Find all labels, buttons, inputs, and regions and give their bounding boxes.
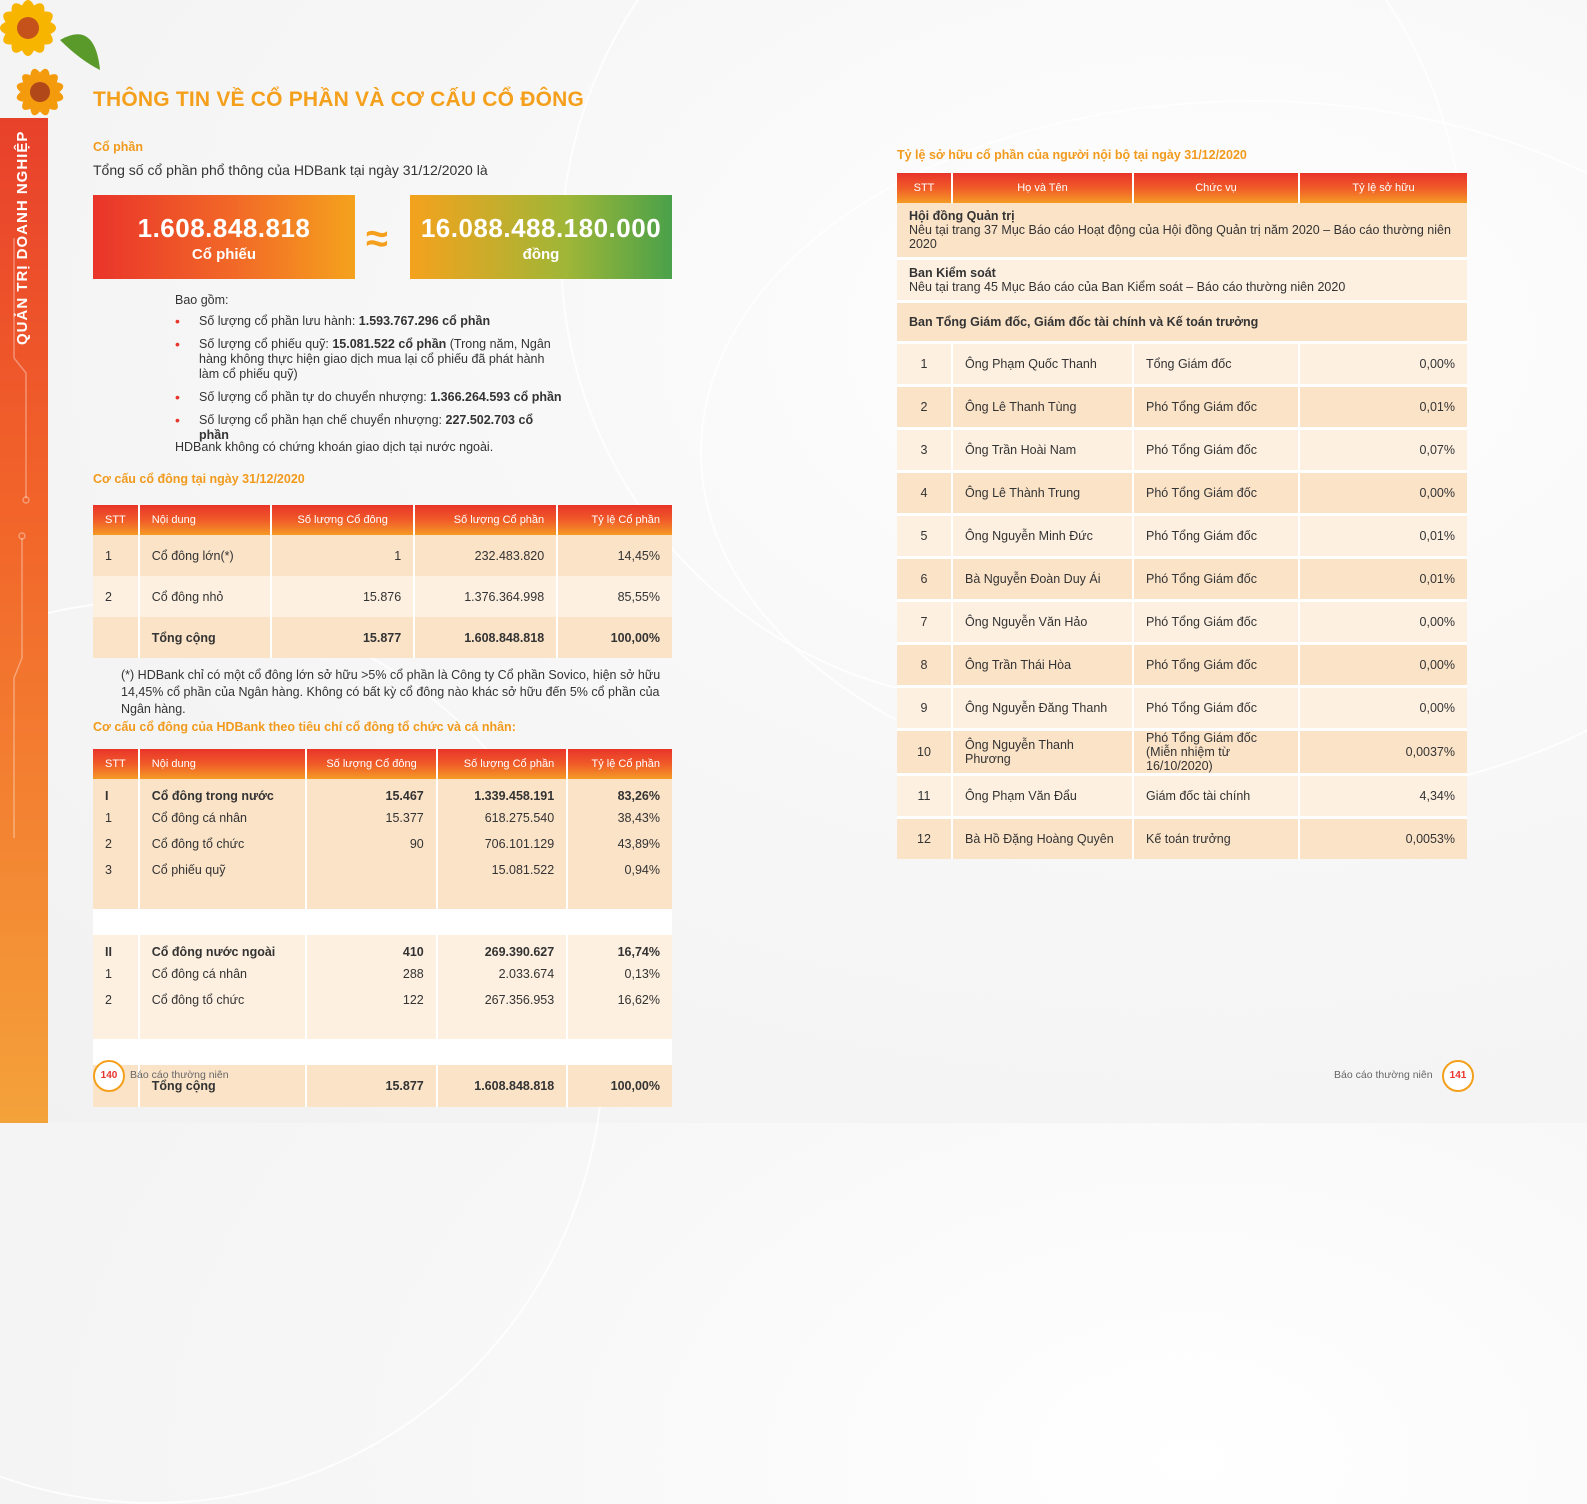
list-item: • Số lượng cổ phiếu quỹ: 15.081.522 cổ phần (Trong năm, Ngân hàng không thực hiện giao dịch mua lại cổ phiếu đã phát hành làm cổ phiếu quỹ) (175, 337, 565, 382)
shares-heading: Cổ phần (93, 140, 143, 154)
list-item: • Số lượng cổ phần lưu hành: 1.593.767.296 cổ phần (175, 314, 565, 329)
total-row: Tổng cộng 15.877 1.608.848.818 100,00% (93, 1065, 672, 1107)
table-row: 3 Ông Trần Hoài Nam Phó Tổng Giám đốc 0,07% (897, 430, 1467, 470)
total-value-value: 16.088.488.180.000 (420, 213, 662, 243)
col-ratio: Tỷ lệ sở hữu (1299, 173, 1467, 203)
col-shares: Số lượng Cổ phần (437, 749, 567, 779)
table-row: 2 Cổ đông tổ chức 90 706.101.129 43,89% (93, 831, 672, 857)
page-number-right: 141 (1442, 1060, 1474, 1092)
total-shares-value: 1.608.848.818 (137, 213, 311, 243)
insider-ownership-table (897, 173, 1467, 859)
group-row-domestic: I Cổ đông trong nước 15.467 1.339.458.191 83,26% (93, 779, 672, 805)
foreign-note: HDBank không có chứng khoán giao dịch tại nước ngoài. (175, 440, 494, 454)
col-position: Chức vụ (1133, 173, 1299, 203)
col-stt: STT (897, 173, 952, 203)
include-label: Bao gồm: (175, 293, 229, 307)
footer-label-left: Báo cáo thường niên (130, 1069, 229, 1081)
table-row: 4 Ông Lê Thành Trung Phó Tổng Giám đốc 0,00% (897, 473, 1467, 513)
side-section-title: QUẢN TRỊ DOANH NGHIỆP (14, 130, 31, 345)
table-row: 1 Cổ đông cá nhân 15.377 618.275.540 38,43% (93, 805, 672, 831)
col-holders: Số lượng Cổ đông (306, 749, 436, 779)
col-stt: STT (93, 749, 139, 779)
table-row: 10 Ông Nguyễn Thanh Phương Phó Tổng Giám đốc (Miễn nhiệm từ 16/10/2020) 0,0037% (897, 731, 1467, 773)
approx-symbol: ≈ (366, 217, 388, 261)
table-row: 1 Ông Phạm Quốc Thanh Tổng Giám đốc 0,00% (897, 344, 1467, 384)
total-row: Tổng cộng 15.877 1.608.848.818 100,00% (93, 617, 672, 658)
footer-label-right: Báo cáo thường niên (1334, 1069, 1433, 1081)
table-row: 7 Ông Nguyễn Văn Hảo Phó Tổng Giám đốc 0,00% (897, 602, 1467, 642)
table-row: 1 Cổ đông lớn(*) 1 232.483.820 14,45% (93, 535, 672, 576)
table-row: 11 Ông Phạm Văn Đẩu Giám đốc tài chính 4,34% (897, 776, 1467, 816)
sunflower-decoration-icon (0, 0, 105, 130)
table-row: 1 Cổ đông cá nhân 288 2.033.674 0,13% (93, 961, 672, 987)
col-ratio: Tỷ lệ Cổ phần (557, 505, 672, 535)
total-shares-box (93, 195, 355, 279)
table-row: 2 Ông Lê Thanh Tùng Phó Tổng Giám đốc 0,01% (897, 387, 1467, 427)
table-row: 5 Ông Nguyễn Minh Đức Phó Tổng Giám đốc 0,01% (897, 516, 1467, 556)
table-row: 6 Bà Nguyễn Đoàn Duy Ái Phó Tổng Giám đốc 0,01% (897, 559, 1467, 599)
shares-breakdown-list (175, 314, 565, 451)
total-value-box (410, 195, 672, 279)
page-number-left: 140 (93, 1060, 125, 1092)
table-row: 12 Bà Hồ Đặng Hoàng Quyên Kế toán trưởng 0,0053% (897, 819, 1467, 859)
col-shares: Số lượng Cổ phần (414, 505, 557, 535)
table-row: 2 Cổ đông nhỏ 15.876 1.376.364.998 85,55% (93, 576, 672, 617)
table-row: 9 Ông Nguyễn Đăng Thanh Phó Tổng Giám đốc 0,00% (897, 688, 1467, 728)
col-name: Họ và Tên (952, 173, 1133, 203)
shareholder-structure-table (93, 505, 672, 658)
supervisory-section: Ban Kiểm soát Nêu tại trang 45 Mục Báo cáo của Ban Kiểm soát – Báo cáo thường niên 2020 (897, 260, 1467, 300)
table-row: 3 Cổ phiếu quỹ 15.081.522 0,94% (93, 857, 672, 883)
shareholder-type-table (93, 749, 672, 1107)
col-holders: Số lượng Cổ đông (271, 505, 414, 535)
list-item: • Số lượng cổ phần hạn chế chuyển nhượng: 227.502.703 cổ phần (175, 413, 565, 443)
total-value-unit: đồng (522, 246, 560, 263)
col-content: Nội dung (139, 749, 307, 779)
page-title: THÔNG TIN VỀ CỔ PHẦN VÀ CƠ CẤU CỔ ĐÔNG (93, 88, 585, 111)
structure-footnote: (*) HDBank chỉ có một cổ đông lớn sở hữu >5% cổ phần là Công ty Cổ phần Sovico, hiện sở hữu 14,45% cổ phần của Ngân hàng. Không có bất kỳ cổ đông nào khác sở hữu đến 5% cổ phần của Ngân hàng. (121, 668, 661, 716)
shares-intro: Tổng số cổ phần phổ thông của HDBank tại ngày 31/12/2020 là (93, 162, 488, 178)
col-ratio: Tỷ lệ Cổ phần (567, 749, 672, 779)
board-section: Hội đồng Quản trị Nêu tại trang 37 Mục Báo cáo Hoạt động của Hội đồng Quản trị năm 2020 – Báo cáo thường niên 2020 (897, 203, 1467, 257)
table-row: 8 Ông Trần Thái Hòa Phó Tổng Giám đốc 0,00% (897, 645, 1467, 685)
insiders-heading: Tỷ lệ sở hữu cổ phần của người nội bộ tại ngày 31/12/2020 (897, 148, 1247, 162)
col-stt: STT (93, 505, 139, 535)
management-section: Ban Tổng Giám đốc, Giám đốc tài chính và Kế toán trưởng (897, 303, 1467, 341)
total-shares-unit: Cổ phiếu (191, 246, 257, 263)
structure2-heading: Cơ cấu cổ đông của HDBank theo tiêu chí cổ đông tổ chức và cá nhân: (93, 720, 516, 734)
table-row: 2 Cổ đông tổ chức 122 267.356.953 16,62% (93, 987, 672, 1013)
group-row-foreign: II Cổ đông nước ngoài 410 269.390.627 16,74% (93, 935, 672, 961)
list-item: • Số lượng cổ phần tự do chuyển nhượng: 1.366.264.593 cổ phần (175, 390, 565, 405)
col-content: Nội dung (139, 505, 271, 535)
structure-heading: Cơ cấu cổ đông tại ngày 31/12/2020 (93, 472, 305, 486)
